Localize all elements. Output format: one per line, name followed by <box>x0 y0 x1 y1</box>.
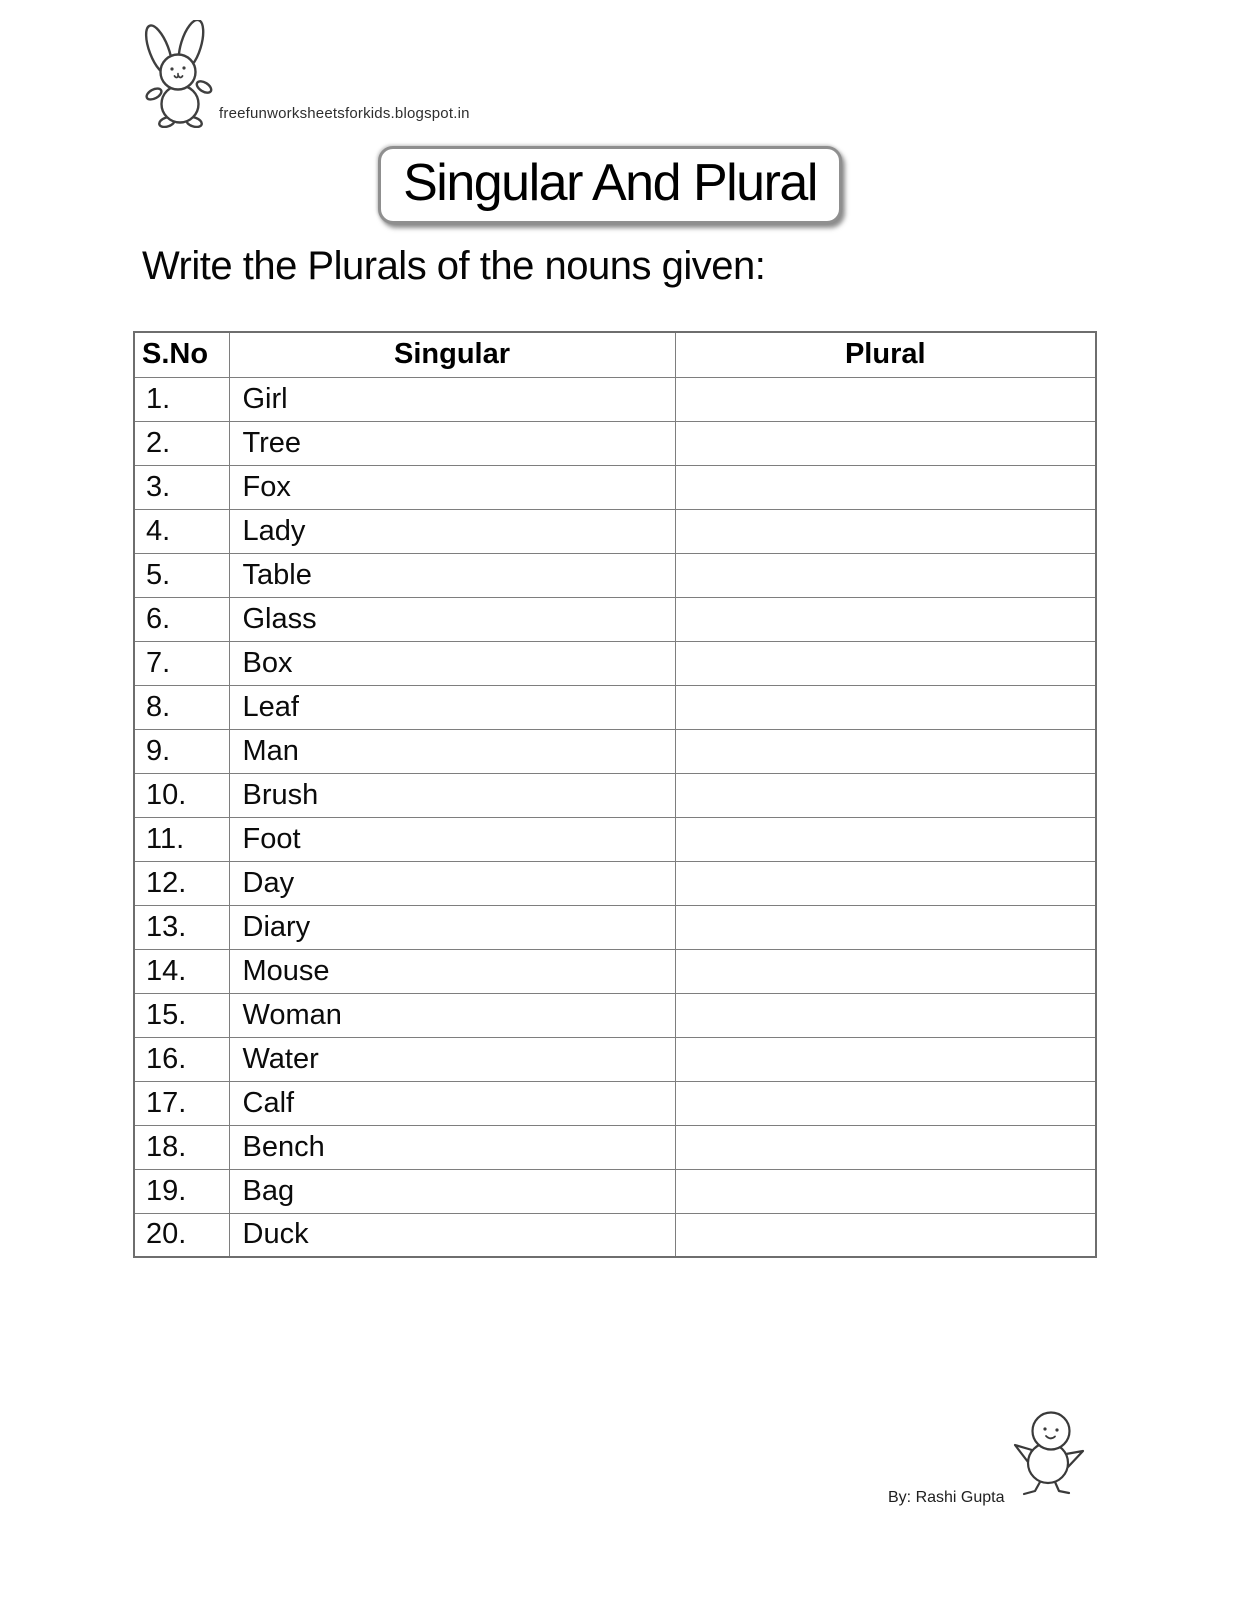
singular-noun-cell: Leaf <box>229 685 675 729</box>
table-row <box>134 1125 1096 1169</box>
plural-answer-cell[interactable] <box>675 553 1096 597</box>
singular-noun-cell: Diary <box>229 905 675 949</box>
plural-answer-cell[interactable] <box>675 817 1096 861</box>
chick-icon <box>1002 1410 1098 1505</box>
col-header-singular: Singular <box>229 332 675 377</box>
instruction-text: Write the Plurals of the nouns given: <box>142 244 766 288</box>
plural-answer-cell[interactable] <box>675 993 1096 1037</box>
singular-noun-cell: Girl <box>229 377 675 421</box>
table-row <box>134 377 1096 421</box>
row-number-cell: 15. <box>134 993 229 1037</box>
plural-answer-cell[interactable] <box>675 597 1096 641</box>
table-row <box>134 1037 1096 1081</box>
worksheet-table-body <box>134 377 1096 1257</box>
plural-answer-cell[interactable] <box>675 421 1096 465</box>
table-row <box>134 949 1096 993</box>
singular-noun-cell: Day <box>229 861 675 905</box>
singular-noun-cell: Duck <box>229 1213 675 1257</box>
row-number-cell: 8. <box>134 685 229 729</box>
table-header-row <box>134 332 1096 377</box>
page-title: Singular And Plural <box>403 154 817 212</box>
site-url: freefunworksheetsforkids.blogspot.in <box>219 105 470 122</box>
plural-answer-cell[interactable] <box>675 905 1096 949</box>
plural-answer-cell[interactable] <box>675 685 1096 729</box>
row-number-cell: 17. <box>134 1081 229 1125</box>
plural-answer-cell[interactable] <box>675 729 1096 773</box>
table-row <box>134 861 1096 905</box>
row-number-cell: 19. <box>134 1169 229 1213</box>
table-row <box>134 641 1096 685</box>
col-header-plural: Plural <box>675 332 1096 377</box>
table-row <box>134 465 1096 509</box>
table-row <box>134 421 1096 465</box>
singular-noun-cell: Glass <box>229 597 675 641</box>
row-number-cell: 1. <box>134 377 229 421</box>
plural-answer-cell[interactable] <box>675 1213 1096 1257</box>
row-number-cell: 9. <box>134 729 229 773</box>
title-frame <box>378 146 842 224</box>
row-number-cell: 5. <box>134 553 229 597</box>
singular-noun-cell: Lady <box>229 509 675 553</box>
singular-noun-cell: Man <box>229 729 675 773</box>
table-row <box>134 509 1096 553</box>
plural-answer-cell[interactable] <box>675 1037 1096 1081</box>
row-number-cell: 10. <box>134 773 229 817</box>
singular-noun-cell: Water <box>229 1037 675 1081</box>
table-row <box>134 817 1096 861</box>
plural-answer-cell[interactable] <box>675 641 1096 685</box>
table-row <box>134 597 1096 641</box>
row-number-cell: 4. <box>134 509 229 553</box>
table-row <box>134 553 1096 597</box>
row-number-cell: 12. <box>134 861 229 905</box>
row-number-cell: 14. <box>134 949 229 993</box>
row-number-cell: 6. <box>134 597 229 641</box>
plural-answer-cell[interactable] <box>675 1169 1096 1213</box>
table-row <box>134 905 1096 949</box>
table-row <box>134 1213 1096 1257</box>
singular-noun-cell: Bag <box>229 1169 675 1213</box>
row-number-cell: 3. <box>134 465 229 509</box>
plural-answer-cell[interactable] <box>675 861 1096 905</box>
plural-answer-cell[interactable] <box>675 377 1096 421</box>
table-row <box>134 685 1096 729</box>
singular-noun-cell: Calf <box>229 1081 675 1125</box>
singular-noun-cell: Box <box>229 641 675 685</box>
plural-answer-cell[interactable] <box>675 773 1096 817</box>
bunny-icon <box>138 20 222 128</box>
table-row <box>134 773 1096 817</box>
singular-noun-cell: Brush <box>229 773 675 817</box>
plural-answer-cell[interactable] <box>675 949 1096 993</box>
table-row <box>134 1081 1096 1125</box>
plural-answer-cell[interactable] <box>675 509 1096 553</box>
plural-answer-cell[interactable] <box>675 1125 1096 1169</box>
singular-noun-cell: Fox <box>229 465 675 509</box>
row-number-cell: 16. <box>134 1037 229 1081</box>
author-credit: By: Rashi Gupta <box>888 1489 1005 1506</box>
singular-noun-cell: Woman <box>229 993 675 1037</box>
singular-noun-cell: Tree <box>229 421 675 465</box>
plural-answer-cell[interactable] <box>675 1081 1096 1125</box>
table-row <box>134 1169 1096 1213</box>
row-number-cell: 2. <box>134 421 229 465</box>
singular-noun-cell: Table <box>229 553 675 597</box>
col-header-sno: S.No <box>134 332 229 377</box>
table-row <box>134 993 1096 1037</box>
plural-answer-cell[interactable] <box>675 465 1096 509</box>
singular-noun-cell: Bench <box>229 1125 675 1169</box>
singular-noun-cell: Mouse <box>229 949 675 993</box>
row-number-cell: 7. <box>134 641 229 685</box>
row-number-cell: 18. <box>134 1125 229 1169</box>
row-number-cell: 13. <box>134 905 229 949</box>
row-number-cell: 20. <box>134 1213 229 1257</box>
worksheet-table <box>133 331 1097 1258</box>
singular-noun-cell: Foot <box>229 817 675 861</box>
row-number-cell: 11. <box>134 817 229 861</box>
table-row <box>134 729 1096 773</box>
